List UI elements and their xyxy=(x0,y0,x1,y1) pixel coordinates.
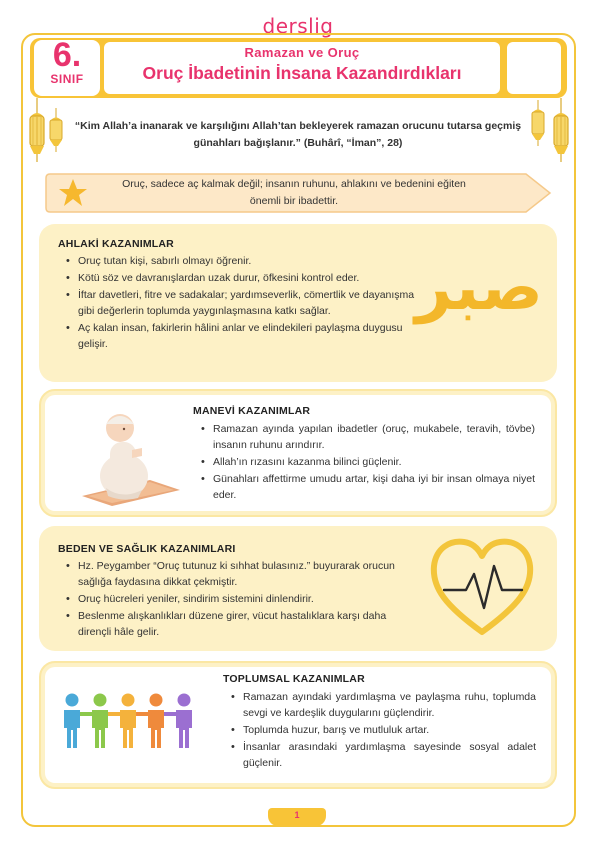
list-item: • İftar davetleri, fitre ve sadakalar; yardımseverlik, cömertlik ve dayanışma gibi değerlerin toplumda yaygınlaşmasına katkı sağlar. xyxy=(66,287,416,319)
ahlaki-list xyxy=(66,253,416,353)
page-title: Oruç İbadetinin İnsana Kazandırdıkları xyxy=(142,63,462,83)
lantern-icon xyxy=(46,108,66,156)
hadith-quote: “Kim Allah’a inanarak ve karşılığını Allah’tan bekleyerek ramazan orucunu tutarsa geçmiş günahları bağışlanır.” (Buhârî, “İman”, 28) xyxy=(74,120,522,149)
page-number: 1 xyxy=(294,810,300,820)
header-side-box xyxy=(507,42,561,94)
manevi-title: MANEVİ KAZANIMLAR xyxy=(193,405,311,417)
list-item: • Hz. Peygamber “Oruç tutunuz ki sıhhat bulasınız.” buyurarak orucun sağlığa faydasına dikkat çekmiştir. xyxy=(66,558,412,590)
list-item: • İnsanlar arasındaki yardımlaşma sayesinde sosyal adalet güçlenir. xyxy=(231,739,536,771)
heart-pulse-icon xyxy=(426,534,538,638)
toplumsal-list xyxy=(231,689,536,772)
list-item: • Ramazan ayında yapılan ibadetler (oruç, mukabele, teravih, tövbe) insanın ruhunu arındırır. xyxy=(201,421,535,453)
list-item: • Kötü söz ve davranışlardan uzak durur, öfkesini kontrol eder. xyxy=(66,270,416,286)
manevi-list xyxy=(201,421,535,504)
intro-banner xyxy=(44,170,554,216)
grade-label: SINIF xyxy=(50,72,84,86)
people-chain-icon xyxy=(58,692,210,752)
list-item: • Beslenme alışkanlıkları düzene girer, vücut hastalıklara karşı daha dirençli hâle gelir. xyxy=(66,608,412,640)
list-item: • Oruç hücreleri yeniler, sindirim sistemini dinlendirir. xyxy=(66,591,412,607)
lantern-icon xyxy=(528,100,548,150)
star-icon xyxy=(58,178,88,208)
intro-text: Oruç, sadece aç kalmak değil; insanın ruhunu, ahlakını ve bedenini eğiten önemli bir ibadettir. xyxy=(122,178,466,207)
list-item: • Allah’ın rızasını kazanma bilinci güçlenir. xyxy=(201,454,535,470)
toplumsal-title: TOPLUMSAL KAZANIMLAR xyxy=(223,673,365,685)
sabr-calligraphy: صبر xyxy=(415,251,543,325)
brand-logo: derslig xyxy=(262,14,334,38)
lantern-icon xyxy=(548,98,574,170)
list-item: • Aç kalan insan, fakirlerin hâlini anlar ve elindekileri paylaşma duygusu gelişir. xyxy=(66,320,416,352)
praying-child-illustration xyxy=(76,398,184,508)
ahlaki-title: AHLAKİ KAZANIMLAR xyxy=(58,238,174,250)
grade-number: 6. xyxy=(52,36,82,74)
list-item: • Oruç tutan kişi, sabırlı olmayı öğrenir. xyxy=(66,253,416,269)
list-item: • Günahları affettirme umudu artar, kişi daha iyi bir insan olmaya niyet eder. xyxy=(201,471,535,503)
beden-list xyxy=(66,558,412,641)
beden-title: BEDEN VE SAĞLIK KAZANIMLARI xyxy=(58,543,236,555)
page-subtitle: Ramazan ve Oruç xyxy=(244,45,360,60)
list-item: • Ramazan ayındaki yardımlaşma ve paylaşma ruhu, toplumda sevgi ve kardeşlik duygularını güçlendirir. xyxy=(231,689,536,721)
list-item: • Toplumda huzur, barış ve mutluluk artar. xyxy=(231,722,536,738)
